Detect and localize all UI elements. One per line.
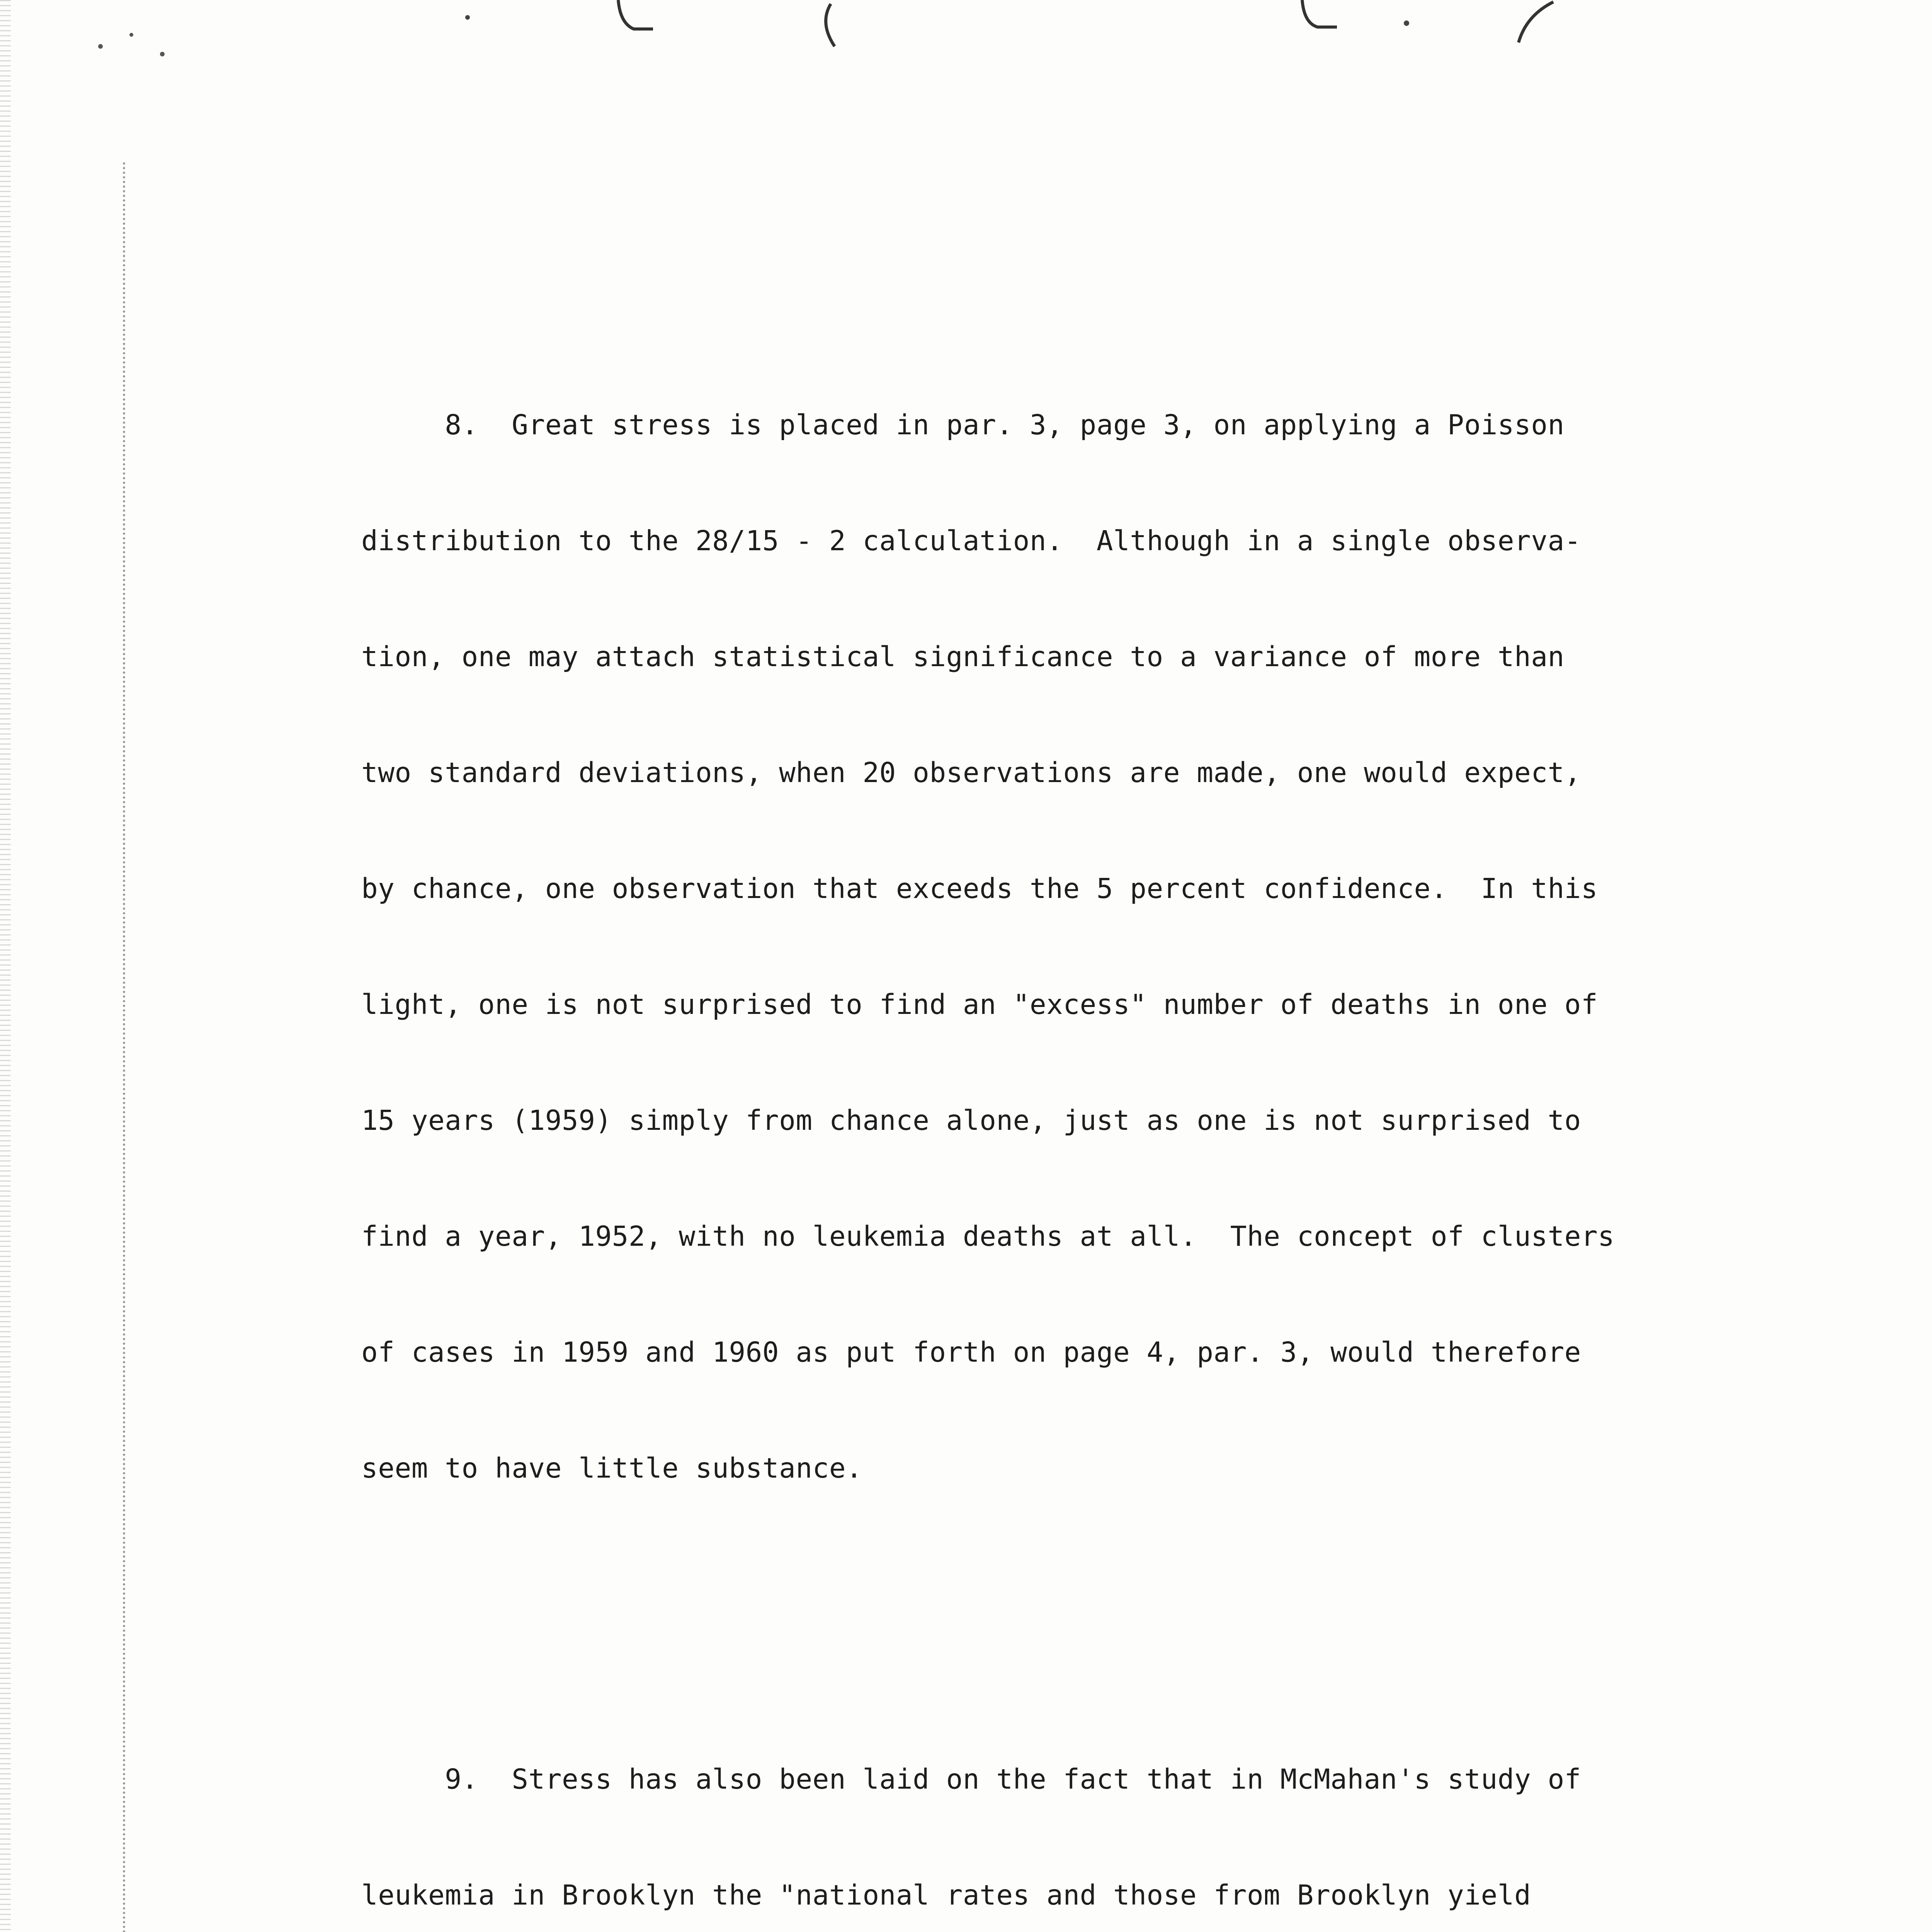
paragraph-line: find a year, 1952, with no leukemia deaths at all. The concept of clusters (361, 1220, 1615, 1252)
paragraph-line: seem to have little substance. (361, 1452, 863, 1484)
document-body (361, 251, 1930, 1932)
margin-rule (123, 162, 125, 1932)
top-edge-marks (0, 0, 1932, 62)
paragraph-line: light, one is not surprised to find an "excess" number of deaths in one of (361, 988, 1598, 1020)
paragraph-line: 8. Great stress is placed in par. 3, page 3, on applying a Poisson (361, 409, 1565, 441)
paragraph-line: leukemia in Brooklyn the "national rates and those from Brooklyn yield (361, 1879, 1531, 1911)
paragraph-line: 9. Stress has also been laid on the fact that in McMahan's study of (361, 1763, 1581, 1795)
paragraph-line: 15 years (1959) simply from chance alone, just as one is not surprised to (361, 1104, 1581, 1136)
paragraph-9 (361, 1683, 1930, 1932)
paragraph-line: tion, one may attach statistical significance to a variance of more than (361, 641, 1565, 673)
paragraph-line: two standard deviations, when 20 observations are made, one would expect, (361, 757, 1581, 789)
top-edge-marks-svg (0, 0, 1932, 62)
paragraph-8 (361, 328, 1930, 1565)
binding-strip (0, 0, 11, 1932)
paragraph-line: of cases in 1959 and 1960 as put forth on page 4, par. 3, would therefore (361, 1336, 1581, 1368)
paragraph-line: distribution to the 28/15 - 2 calculation. Although in a single observa- (361, 525, 1581, 557)
paragraph-line: by chance, one observation that exceeds the 5 percent confidence. In this (361, 872, 1598, 905)
